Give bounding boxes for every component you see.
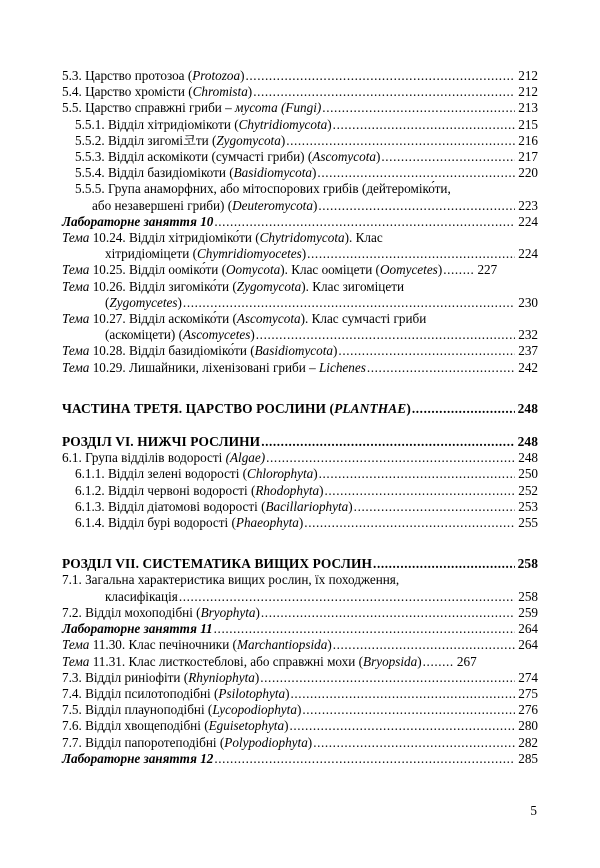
toc-page-number: 216 [518, 132, 538, 148]
toc-entry-label [62, 100, 321, 116]
toc-entry-label [75, 181, 451, 197]
toc-text-run: Phaeophyta [235, 515, 299, 531]
toc-entry-label [62, 735, 312, 751]
toc-text-run: Marchantiopsida [236, 637, 328, 653]
dot-leader [260, 605, 515, 621]
toc-entry[interactable] [62, 246, 538, 262]
toc-entry[interactable] [62, 198, 538, 214]
dot-leader [252, 84, 515, 100]
toc-text-run: Лабораторне заняття 12 [62, 750, 214, 766]
toc-text-run: ). Клас зигоміцети [301, 278, 405, 294]
toc-entry[interactable] [62, 654, 538, 670]
dot-leader [178, 589, 515, 605]
toc-entry-line [62, 181, 538, 197]
toc-entry-label [62, 84, 252, 100]
toc-text-run: Rhyniophyta [188, 669, 255, 685]
toc-entry[interactable] [62, 686, 538, 702]
toc-text-run: Zygomycota [236, 278, 302, 294]
toc-entry-label [75, 515, 303, 531]
toc-page-number: 242 [518, 359, 538, 375]
toc-text-run: 5.3. Царство протозоа ( [62, 68, 193, 83]
toc-text-run: 7.7. Відділ папоротеподібні ( [62, 734, 225, 750]
toc-entry-label [62, 434, 260, 450]
toc-page-number: 223 [518, 197, 538, 213]
toc-entry-label [75, 133, 285, 149]
toc-text-run: Тема [62, 637, 90, 653]
toc-text-run: ) [333, 343, 338, 359]
toc-text-run: 11.31. Клас листкостеблові, або справжні мохи ( [89, 653, 364, 669]
toc-entry[interactable] [62, 589, 538, 605]
toc-text-run: 5.5. Царство справжні гриби – [62, 100, 236, 116]
toc-page-number: 274 [518, 669, 538, 685]
toc-entry-label [75, 483, 324, 499]
toc-page-number: 275 [518, 685, 538, 701]
toc-entry-line [62, 279, 538, 295]
toc-text-run: 5.5.1. Відділ хітридіомікоти ( [75, 116, 239, 132]
toc-page-number: 258 [518, 588, 538, 604]
toc-text-run: Lycopodiophyta [212, 702, 297, 718]
toc-entry[interactable] [62, 450, 538, 466]
toc-text-run: Тема [62, 311, 90, 327]
toc-text-run: ) [319, 482, 324, 498]
toc-entry-line [62, 572, 538, 588]
dot-leader [337, 343, 515, 359]
toc-entry[interactable] [62, 735, 538, 751]
toc-text-run: ) [313, 466, 318, 482]
dot-leader [422, 654, 454, 670]
toc-page-number: 224 [518, 213, 538, 229]
toc-text-run: 5.5.2. Відділ зигомі코ти ( [75, 132, 217, 148]
toc-text-run: (аскоміцети) ( [105, 327, 183, 343]
dot-leader [301, 702, 515, 718]
dot-leader [318, 466, 515, 482]
toc-entry-label [62, 637, 332, 653]
toc-page-number: 213 [518, 100, 538, 116]
toc-entry-label [62, 279, 404, 295]
toc-text-run: Chytridomycota [259, 230, 345, 246]
toc-entry[interactable] [62, 214, 538, 230]
toc-text-run: 7.1. Загальна характеристика вищих рослин, їх походження, [62, 572, 400, 588]
toc-text-run: Лабораторне заняття 10 [62, 213, 214, 229]
toc-text-run: мусота (Fungi) [235, 100, 322, 116]
toc-text-run: РОЗДІЛ VII. СИСТЕМАТИКА ВИЩИХ РОСЛИН [62, 556, 373, 572]
toc-page-number: 220 [518, 165, 538, 181]
toc-entry-label [62, 670, 259, 686]
toc-text-run: класифікація [105, 588, 178, 604]
toc-page-number: 285 [518, 750, 538, 766]
toc-page-number: 248 [518, 450, 538, 466]
dot-leader [353, 499, 515, 515]
dot-leader [372, 556, 515, 572]
toc-text-run: ) [177, 294, 182, 310]
toc-page-number: 276 [518, 702, 538, 718]
toc-text-run: 10.24. Відділ хітридіоміко́ти ( [89, 230, 260, 246]
toc-entry[interactable] [62, 165, 538, 181]
toc-entry[interactable] [62, 637, 538, 653]
toc-entry[interactable] [62, 499, 538, 515]
toc-text-run: ) [250, 327, 255, 343]
toc-text-run: Bacillariophyta [265, 498, 349, 514]
toc-text-run: ) [240, 68, 245, 83]
toc-page-number: 224 [518, 246, 538, 262]
toc-text-run: ) [312, 165, 317, 181]
dot-leader [288, 718, 515, 734]
toc-entry-label [92, 198, 317, 214]
toc-text-run: ЧАСТИНА ТРЕТЯ. ЦАРСТВО РОСЛИНИ ( [62, 400, 335, 416]
toc-entry[interactable] [62, 327, 538, 343]
toc-entry-label [62, 605, 260, 621]
toc-entry[interactable] [62, 149, 538, 165]
toc-entry-label [62, 360, 366, 376]
toc-text-run: Ascomycetes [183, 327, 251, 343]
dot-leader [285, 133, 515, 149]
toc-page-number: 217 [518, 149, 538, 165]
toc-text-run: Ascomycota [236, 311, 301, 327]
page-folio-number: 5 [530, 803, 537, 818]
toc-page-number: 258 [517, 556, 538, 572]
toc-text-run: Bryophyta [200, 604, 256, 620]
toc-entry-label [75, 117, 332, 133]
toc-entry-label [62, 311, 426, 327]
toc-text-run: РОЗДІЛ VI. НИЖЧІ РОСЛИНИ [62, 434, 261, 450]
toc-text-run: Psilotophyta [218, 685, 286, 701]
toc-text-run: 10.29. Лишайники, ліхенізовані гриби – [89, 359, 319, 375]
toc-entry[interactable] [62, 466, 538, 482]
toc-entry-label [62, 556, 372, 572]
toc-entry-label [62, 230, 383, 246]
toc-text-run: 7.6. Відділ хвощеподібні ( [62, 718, 209, 734]
toc-text-run: 6.1.4. Відділ бурі водорості ( [75, 515, 236, 531]
toc-page-number: 215 [518, 116, 538, 132]
dot-leader [317, 198, 515, 214]
dot-leader [324, 483, 516, 499]
toc-text-run: хітридіоміцети ( [105, 246, 197, 262]
dot-leader [265, 450, 515, 466]
toc-text-run: Polypodiophyta [224, 734, 308, 750]
toc-text-run: Тема [62, 230, 90, 246]
toc-entry[interactable] [62, 515, 538, 531]
table-of-contents [62, 68, 538, 767]
toc-text-run: ). Клас сумчасті гриби [300, 311, 427, 327]
toc-entry-label [62, 401, 411, 417]
toc-entry-label [62, 262, 442, 278]
toc-text-run: 6.1.3. Відділ діатомові водорості ( [75, 498, 266, 514]
toc-text-run: Zygomycetes [109, 294, 178, 310]
toc-entry[interactable] [62, 751, 538, 767]
dot-leader [213, 621, 515, 637]
dot-leader [332, 637, 515, 653]
toc-text-run: 7.5. Відділ плауноподібні ( [62, 702, 213, 718]
toc-text-run: ) [254, 669, 260, 685]
toc-text-run: Rhodophyta [255, 482, 320, 498]
toc-text-run: 5.5.3. Відділ аскомікоти (сумчасті гриби) ( [75, 149, 313, 165]
toc-text-run: Тема [62, 262, 90, 278]
toc-text-run: ( [105, 294, 110, 310]
toc-entry[interactable] [62, 295, 538, 311]
toc-entry-label [62, 450, 265, 466]
toc-entry[interactable] [62, 117, 538, 133]
toc-text-run: Deuteromycota [232, 197, 313, 213]
toc-text-run: ) [247, 84, 253, 100]
toc-entry-label [105, 589, 178, 605]
toc-text-run: Chlorophyta [247, 466, 314, 482]
toc-page-number: 252 [518, 482, 538, 498]
toc-text-run: Chromista [192, 84, 248, 100]
toc-text-run: 5.4. Царство хроміcти ( [62, 84, 193, 100]
toc-entry[interactable] [62, 718, 538, 734]
toc-text-run: Тема [62, 359, 90, 375]
toc-page-number: 227 [477, 262, 498, 278]
toc-text-run: ) [298, 515, 304, 531]
vertical-spacer [62, 531, 538, 556]
toc-page-number: 230 [518, 294, 538, 310]
toc-text-run: 10.28. Відділ базидіоміко́ти ( [89, 343, 255, 359]
dot-leader [290, 686, 516, 702]
toc-text-run: ) [312, 197, 318, 213]
toc-text-run: 6.1.2. Відділ червоні водорості ( [75, 482, 256, 498]
toc-page-number: 237 [518, 343, 538, 359]
toc-page-number: 259 [518, 604, 538, 620]
toc-text-run: ) [301, 246, 307, 262]
toc-entry[interactable] [62, 262, 538, 278]
toc-page-number: 248 [517, 434, 538, 450]
toc-text-run: ) [417, 653, 422, 669]
toc-entry[interactable] [62, 621, 538, 637]
toc-text-run: Тема [62, 278, 90, 294]
toc-heading[interactable] [62, 556, 538, 572]
toc-entry[interactable] [62, 343, 538, 359]
toc-page-number: 250 [518, 466, 538, 482]
toc-text-run: ) [296, 702, 302, 718]
toc-entry-label [62, 68, 245, 84]
dot-leader [213, 214, 515, 230]
toc-text-run: 5.5.4. Відділ базидіомікоти ( [75, 165, 234, 181]
dot-leader [306, 246, 515, 262]
toc-entry[interactable] [62, 133, 538, 149]
toc-text-run: Тема [62, 343, 90, 359]
dot-leader [366, 360, 515, 376]
toc-text-run: ) [285, 685, 290, 701]
toc-entry-line [62, 311, 538, 327]
toc-entry-label [62, 751, 213, 767]
toc-text-run: ) [280, 132, 286, 148]
toc-text-run: Oomycota [226, 262, 281, 278]
toc-page-number: 280 [518, 718, 538, 734]
toc-entry-label [75, 466, 318, 482]
toc-entry-label [62, 718, 288, 734]
dot-leader [411, 401, 515, 417]
toc-text-run: PLANTHAE [334, 400, 407, 416]
toc-text-run: ) [255, 604, 260, 620]
toc-text-run: Bryopsida [363, 653, 418, 669]
toc-entry-label [62, 214, 213, 230]
toc-page-number: 248 [517, 400, 538, 416]
toc-text-run: 5.5.5. Група анаморфних, або мітоспорових грибів (дейтероміко́ти, [75, 181, 451, 197]
dot-leader [312, 735, 515, 751]
toc-page-number: 212 [518, 84, 538, 100]
dot-leader [260, 434, 515, 450]
toc-text-run: Basidiomycota [254, 343, 334, 359]
toc-entry-label [75, 499, 353, 515]
toc-entry-label [62, 654, 422, 670]
dot-leader [213, 751, 515, 767]
toc-entry-label [62, 343, 337, 359]
toc-text-run: Eguisetophyta [208, 718, 285, 734]
toc-text-run: або незавершені гриби) ( [92, 197, 233, 213]
toc-page-number: 212 [518, 68, 538, 83]
toc-entry-label [105, 327, 255, 343]
dot-leader [303, 515, 515, 531]
toc-page-number: 232 [518, 327, 538, 343]
toc-text-run: ) [307, 734, 313, 750]
toc-text-run: ) [348, 498, 353, 514]
toc-text-run: ). Клас ооміцети ( [280, 262, 380, 278]
toc-text-run: 6.1.1. Відділ зелені водорості ( [75, 466, 248, 482]
toc-text-run: ) [375, 149, 381, 165]
toc-text-run: 10.27. Відділ аскоміко́ти ( [89, 311, 237, 327]
dot-leader [259, 670, 515, 686]
toc-text-run: ) [327, 637, 332, 653]
toc-entry-label [105, 246, 306, 262]
toc-text-run: 7.4. Відділ псилотоподібні ( [62, 685, 219, 701]
dot-leader [380, 149, 515, 165]
toc-text-run: Тема [62, 653, 90, 669]
dot-leader [316, 165, 515, 181]
toc-entry[interactable] [62, 605, 538, 621]
toc-entry-label [105, 295, 182, 311]
toc-entry-label [62, 686, 290, 702]
toc-entry[interactable] [62, 702, 538, 718]
toc-page-number: 282 [518, 734, 538, 750]
toc-entry-line [62, 230, 538, 246]
toc-text-run: 7.2. Відділ мохоподібні ( [62, 604, 201, 620]
vertical-spacer [62, 376, 538, 401]
toc-entry[interactable] [62, 68, 538, 84]
toc-entry-label [62, 572, 399, 588]
toc-text-run: 10.26. Відділ зигоміко́ти ( [89, 278, 237, 294]
toc-text-run: (Algae) [225, 450, 266, 466]
dot-leader [442, 262, 474, 278]
toc-text-run: Basidiomycota [233, 165, 313, 181]
toc-entry-label [62, 702, 301, 718]
toc-text-run: Protozoa [192, 68, 241, 83]
toc-entry[interactable] [62, 360, 538, 376]
toc-entry[interactable] [62, 100, 538, 116]
toc-text-run: 10.25. Відділ ооміко́ти ( [89, 262, 227, 278]
toc-entry[interactable] [62, 670, 538, 686]
toc-text-run: ) [327, 116, 332, 132]
vertical-spacer [62, 417, 538, 434]
toc-text-run: Oomycetes [379, 262, 438, 278]
toc-text-run: Chytridiomycota [238, 116, 328, 132]
toc-heading[interactable] [62, 401, 538, 417]
toc-text-run: Ascomycota [312, 149, 376, 165]
toc-text-run: Chymridiomyocetes [196, 246, 302, 262]
toc-text-run: Лабораторне заняття 11 [62, 621, 213, 637]
toc-text-run: Zygomycota [216, 132, 281, 148]
toc-text-run: ) [437, 262, 443, 278]
toc-text-run: 6.1. Група відділів водорості [62, 450, 226, 466]
toc-entry[interactable] [62, 483, 538, 499]
toc-heading[interactable] [62, 434, 538, 450]
toc-text-run: 7.3. Відділ риніофіти ( [62, 669, 189, 685]
toc-entry-label [75, 165, 316, 181]
toc-page-number: 264 [518, 621, 538, 637]
dot-leader [332, 117, 515, 133]
toc-entry-label [62, 621, 213, 637]
toc-page-number: 264 [518, 637, 538, 653]
toc-text-run: ) [284, 718, 289, 734]
toc-text-run: ) [406, 400, 411, 416]
toc-text-run: 11.30. Клас печіночники ( [89, 637, 237, 653]
toc-page-number: 267 [456, 653, 477, 669]
toc-page-number: 253 [518, 498, 538, 514]
toc-entry[interactable] [62, 84, 538, 100]
dot-leader [182, 295, 515, 311]
dot-leader [245, 68, 516, 84]
toc-page-number: 255 [518, 515, 538, 531]
toc-entry-label [75, 149, 380, 165]
toc-text-run: ). Клас [344, 230, 383, 246]
dot-leader [255, 327, 515, 343]
dot-leader [321, 100, 515, 116]
toc-text-run: Lichenes [318, 359, 366, 375]
